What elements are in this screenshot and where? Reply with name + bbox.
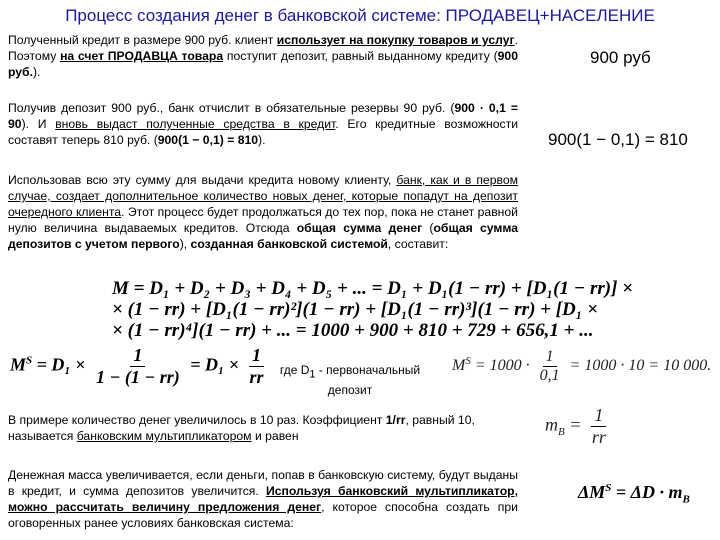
p2-text2: ). И: [21, 117, 56, 131]
paragraph-multiplier: [8, 412, 528, 444]
frac4-den: rr: [591, 427, 606, 447]
mb-sub: B: [558, 426, 565, 439]
p1-text4: ).: [32, 65, 41, 79]
msn-symbol: M: [452, 357, 466, 375]
p1-emph: использует на покупку товаров и услуг: [276, 33, 515, 47]
p2-calc: 900 · 0,1 = 90: [8, 101, 518, 131]
paragraph-money-supply: [8, 467, 518, 531]
p1-text3: поступит депозит, равный выданному кредиту (: [223, 49, 498, 63]
p3-bold3: созданная банковской системой: [190, 237, 388, 251]
multiplier-formula: [10, 345, 270, 388]
paragraph-process: [8, 172, 518, 252]
fraction-3: [537, 348, 563, 385]
p4-text: В примере количество денег увеличилось в 10 раз. Коэффициент: [8, 413, 386, 427]
numeric-example-formula: [452, 348, 711, 385]
ms-symbol: M: [10, 354, 27, 375]
p4-coef: 1/rr: [385, 413, 406, 427]
p1-text: Полученный кредит в размере 900 руб. клиент: [8, 33, 277, 47]
money-sum-formula: [112, 278, 712, 341]
ms-sup: S: [26, 354, 33, 367]
p3-text4: ),: [179, 237, 191, 251]
p3-text2: . Этот процесс будет продолжаться до тех пор, пока не станет равной нулю величина выдаваемых кредитов. Отсюда: [8, 205, 518, 235]
delta-formula: [578, 482, 690, 506]
p1-amount: 900 руб.: [8, 49, 518, 79]
right-label-900: 900 руб: [590, 48, 651, 67]
p2-emph: вновь выдаст полученные средства в кредит: [55, 117, 336, 131]
note-initial-deposit: [270, 362, 430, 398]
p3-text: Использовав всю эту сумму для выдачи кредита новому клиенту,: [8, 173, 397, 187]
page-title: Процесс создания денег в банковской системе: ПРОДАВЕЦ+НАСЕЛЕНИЕ: [65, 6, 655, 25]
paragraph-deposit: [8, 100, 518, 148]
delta-lhs: ΔM: [578, 482, 606, 502]
formula-line-2: × (1 − rr) + [D₁(1 − rr)²](1 − rr) + [D₁(1 − rr)³](1 − rr) + [D₁ ×: [112, 299, 598, 320]
formula-line-1: M = D₁ + D₂ + D₃ + D₄ + D₅ + ... = D₁ + D₁(1 − rr) + [D₁(1 − rr)] ×: [112, 278, 633, 299]
mb-eq: =: [569, 414, 582, 435]
p5-emph: Используя банковский мультипликатор, можно рассчитать величину предложения денег: [8, 484, 518, 514]
frac3-den: 0,1: [539, 367, 560, 384]
p3-bold1: общая сумма денег: [296, 221, 423, 235]
p3-text5: , составит:: [387, 237, 449, 251]
p3-emph: банк, как и в первом случае, создает дополнительное количество новых денег, которые попадут на депозит очередного клиента: [8, 173, 518, 219]
ms-eq1: = D₁ ×: [36, 354, 86, 375]
note-sub: 1: [309, 368, 316, 381]
note-text2: - первоначальный депозит: [315, 363, 421, 398]
delta-sup: S: [605, 482, 612, 494]
fraction-2: [247, 345, 267, 388]
delta-sub: B: [682, 493, 690, 506]
paragraph-credit: [8, 32, 518, 80]
p3-bold2: общая сумма депозитов с учетом первого: [8, 221, 519, 251]
msn-eq1: = 1000 ·: [474, 357, 530, 375]
p3-text3: (: [422, 221, 434, 235]
frac3-num: 1: [543, 348, 557, 367]
p2-calc2: 900(1 − 0,1) = 810: [157, 133, 259, 147]
frac1-num: 1: [130, 345, 145, 367]
p1-text2: . Поэтому: [8, 33, 518, 63]
p4-text2: , равный 10, называется: [8, 413, 475, 443]
p2-text4: ).: [258, 133, 266, 147]
p5-text2: , которое способна создать при оговоренных ранее условиях банковская система:: [8, 500, 518, 530]
note-text: где D: [279, 363, 310, 377]
msn-eq2: = 1000 · 10 = 10 000.: [569, 357, 712, 375]
frac2-num: 1: [249, 345, 264, 367]
formula-line-3: × (1 − rr)⁴](1 − rr) + ... = 1000 + 900 + 810 + 729 + 656,1 + ...: [112, 320, 594, 341]
p5-text: Денежная масса увеличивается, если деньги, попав в банковскую систему, будут выданы в кредит, и сумма депозитов увеличится.: [8, 468, 518, 498]
p2-text: Получив депозит 900 руб., банк отчислит в обязательные резервы 90 руб. (: [8, 101, 455, 115]
p4-text3: и равен: [251, 429, 299, 443]
mb-formula: [545, 405, 612, 448]
mb-symbol: m: [545, 414, 558, 435]
right-label-810: 900(1 − 0,1) = 810: [548, 130, 688, 149]
frac1-den: 1 − (1 − rr): [95, 367, 180, 387]
p2-text3: . Его кредитные возможности составят теперь 810 руб. (: [8, 117, 519, 147]
fraction-4: [589, 405, 609, 448]
p4-term: банковским мультипликатором: [76, 429, 252, 443]
frac2-den: rr: [249, 367, 264, 387]
fraction-1: [93, 345, 183, 388]
delta-rhs: = ΔD · m: [615, 482, 683, 502]
ms-eq2: = D₁ ×: [190, 354, 240, 375]
msn-sup: S: [465, 354, 471, 367]
p1-emph2: на счет ПРОДАВЦА товара: [60, 49, 224, 63]
frac4-num: 1: [591, 405, 606, 427]
